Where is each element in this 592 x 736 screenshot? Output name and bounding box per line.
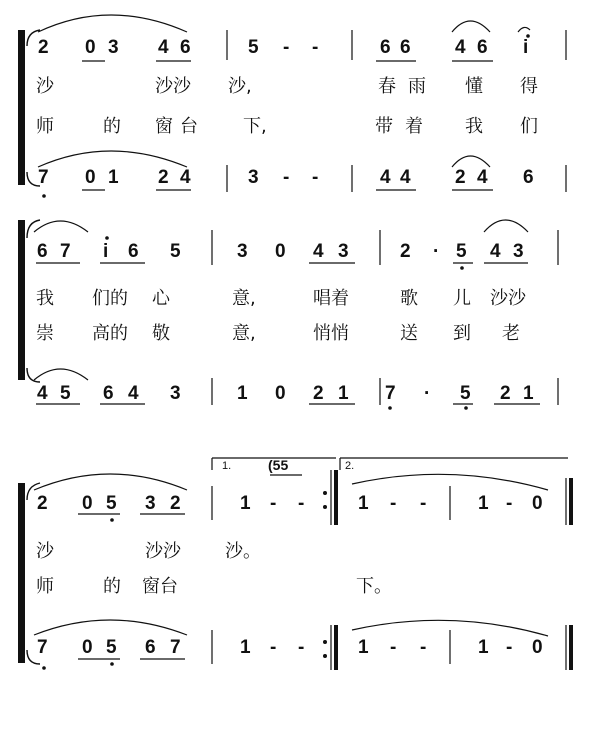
note: 7 bbox=[60, 241, 71, 262]
lyric: 得 bbox=[520, 76, 538, 97]
note: 6 bbox=[103, 383, 114, 404]
note: 0 bbox=[532, 493, 543, 514]
note: - bbox=[312, 167, 319, 188]
note: 6 bbox=[128, 241, 139, 262]
note: - bbox=[298, 637, 305, 658]
note: 7 bbox=[37, 637, 48, 658]
lyric: 到 bbox=[453, 323, 471, 344]
note: 3 bbox=[170, 383, 181, 404]
note: 1 bbox=[240, 493, 251, 514]
lyric: 窗 bbox=[155, 116, 173, 137]
note: 1 bbox=[237, 383, 248, 404]
note: - bbox=[270, 637, 277, 658]
lyric: 悄悄 bbox=[313, 323, 349, 344]
note: 4 bbox=[37, 383, 48, 404]
note: 6 bbox=[145, 637, 156, 658]
lyric: 师 bbox=[36, 576, 54, 597]
note: 7 bbox=[170, 637, 181, 658]
lyric: 下。 bbox=[356, 576, 392, 597]
note: 2 bbox=[37, 493, 48, 514]
lyric: 沙沙 bbox=[155, 76, 191, 97]
note: 7 bbox=[385, 383, 396, 404]
note: 2 bbox=[455, 167, 466, 188]
note: - bbox=[390, 493, 397, 514]
note: 3 bbox=[513, 241, 524, 262]
lyric: 懂 bbox=[465, 76, 483, 97]
note: 0 bbox=[275, 383, 286, 404]
note: 0 bbox=[275, 241, 286, 262]
note: 6 bbox=[477, 37, 488, 58]
lyric: 沙。 bbox=[225, 541, 261, 562]
lyric: 我 bbox=[465, 116, 483, 137]
note: 1 bbox=[523, 383, 534, 404]
system-bracket bbox=[18, 30, 25, 185]
lyric: 的 bbox=[103, 576, 121, 597]
lyric: 儿 bbox=[453, 288, 471, 309]
lyric: 春 bbox=[378, 76, 396, 97]
note: 2 bbox=[400, 241, 411, 262]
note: 6 bbox=[180, 37, 191, 58]
note: 6 bbox=[380, 37, 391, 58]
note: - bbox=[420, 493, 427, 514]
lyric: 沙, bbox=[228, 76, 252, 97]
lyric: 的 bbox=[103, 116, 121, 137]
note: - bbox=[506, 493, 513, 514]
note: 6 bbox=[523, 167, 534, 188]
note: 5 bbox=[456, 241, 467, 262]
lyric: 沙沙 bbox=[490, 288, 526, 309]
note: · bbox=[424, 383, 431, 404]
note: 4 bbox=[128, 383, 139, 404]
note: 4 bbox=[158, 37, 169, 58]
lyric: 心 bbox=[152, 288, 170, 309]
lyric: 师 bbox=[36, 116, 54, 137]
lyric: 意, bbox=[232, 288, 256, 309]
note: 1 bbox=[478, 493, 489, 514]
note: 7 bbox=[38, 167, 49, 188]
lyric: 带 bbox=[375, 116, 393, 137]
lyric: 着 bbox=[405, 116, 423, 137]
note: 1 bbox=[240, 637, 251, 658]
lyric: 意, bbox=[232, 323, 256, 344]
lyric: 们的 bbox=[92, 288, 128, 309]
note: i bbox=[523, 37, 529, 58]
lyric: 们 bbox=[520, 116, 538, 137]
lyric: 沙 bbox=[36, 541, 54, 562]
note: 5 bbox=[248, 37, 259, 58]
note: 5 bbox=[170, 241, 181, 262]
note: 6 bbox=[37, 241, 48, 262]
lyric: 送 bbox=[400, 323, 418, 344]
note: 5 bbox=[106, 493, 117, 514]
note: 2 bbox=[158, 167, 169, 188]
note: 4 bbox=[380, 167, 391, 188]
note: 2 bbox=[38, 37, 49, 58]
note: 0 bbox=[85, 37, 96, 58]
lyric: 我 bbox=[36, 288, 54, 309]
note: 2 bbox=[313, 383, 324, 404]
note: 3 bbox=[145, 493, 156, 514]
note: 1 bbox=[338, 383, 349, 404]
lyric: 台 bbox=[180, 116, 198, 137]
lyric: 歌 bbox=[400, 288, 418, 309]
note: 2 bbox=[500, 383, 511, 404]
note: 1 bbox=[358, 493, 369, 514]
note: 4 bbox=[313, 241, 324, 262]
note: - bbox=[283, 37, 290, 58]
note: 5 bbox=[106, 637, 117, 658]
note: 3 bbox=[248, 167, 259, 188]
system-bracket bbox=[18, 220, 25, 380]
note: 3 bbox=[237, 241, 248, 262]
note: 1 bbox=[108, 167, 119, 188]
lyric: 下, bbox=[243, 116, 267, 137]
lyric: 雨 bbox=[408, 76, 426, 97]
note: 0 bbox=[82, 493, 93, 514]
note: 6 bbox=[400, 37, 411, 58]
note: - bbox=[298, 493, 305, 514]
lyric: 沙 bbox=[36, 76, 54, 97]
note: 0 bbox=[82, 637, 93, 658]
note: 4 bbox=[490, 241, 501, 262]
volta-1-label: 1. bbox=[222, 460, 232, 472]
note: 4 bbox=[180, 167, 191, 188]
volta-2-label: 2. bbox=[345, 460, 355, 472]
system-bracket bbox=[18, 483, 25, 663]
lyric: 高的 bbox=[92, 323, 128, 344]
note: - bbox=[270, 493, 277, 514]
lyric: 窗台 bbox=[142, 576, 178, 597]
note: - bbox=[390, 637, 397, 658]
note: - bbox=[506, 637, 513, 658]
lyric: 崇 bbox=[36, 323, 54, 344]
note: 2 bbox=[170, 493, 181, 514]
note: 1 bbox=[358, 637, 369, 658]
note: 4 bbox=[455, 37, 466, 58]
lyric: 敬 bbox=[152, 323, 170, 344]
note: i bbox=[103, 241, 109, 262]
note: - bbox=[420, 637, 427, 658]
pickup-notes: (55 bbox=[268, 457, 289, 473]
lyric: 老 bbox=[502, 323, 520, 344]
lyric: 沙沙 bbox=[145, 541, 181, 562]
note: 0 bbox=[532, 637, 543, 658]
note: 4 bbox=[400, 167, 411, 188]
note: 1 bbox=[478, 637, 489, 658]
note: 0 bbox=[85, 167, 96, 188]
lyric: 唱着 bbox=[313, 288, 349, 309]
note: 5 bbox=[60, 383, 71, 404]
note: - bbox=[312, 37, 319, 58]
note: · bbox=[433, 241, 440, 262]
note: - bbox=[283, 167, 290, 188]
note: 3 bbox=[338, 241, 349, 262]
note: 4 bbox=[477, 167, 488, 188]
note: 3 bbox=[108, 37, 119, 58]
note: 5 bbox=[460, 383, 471, 404]
